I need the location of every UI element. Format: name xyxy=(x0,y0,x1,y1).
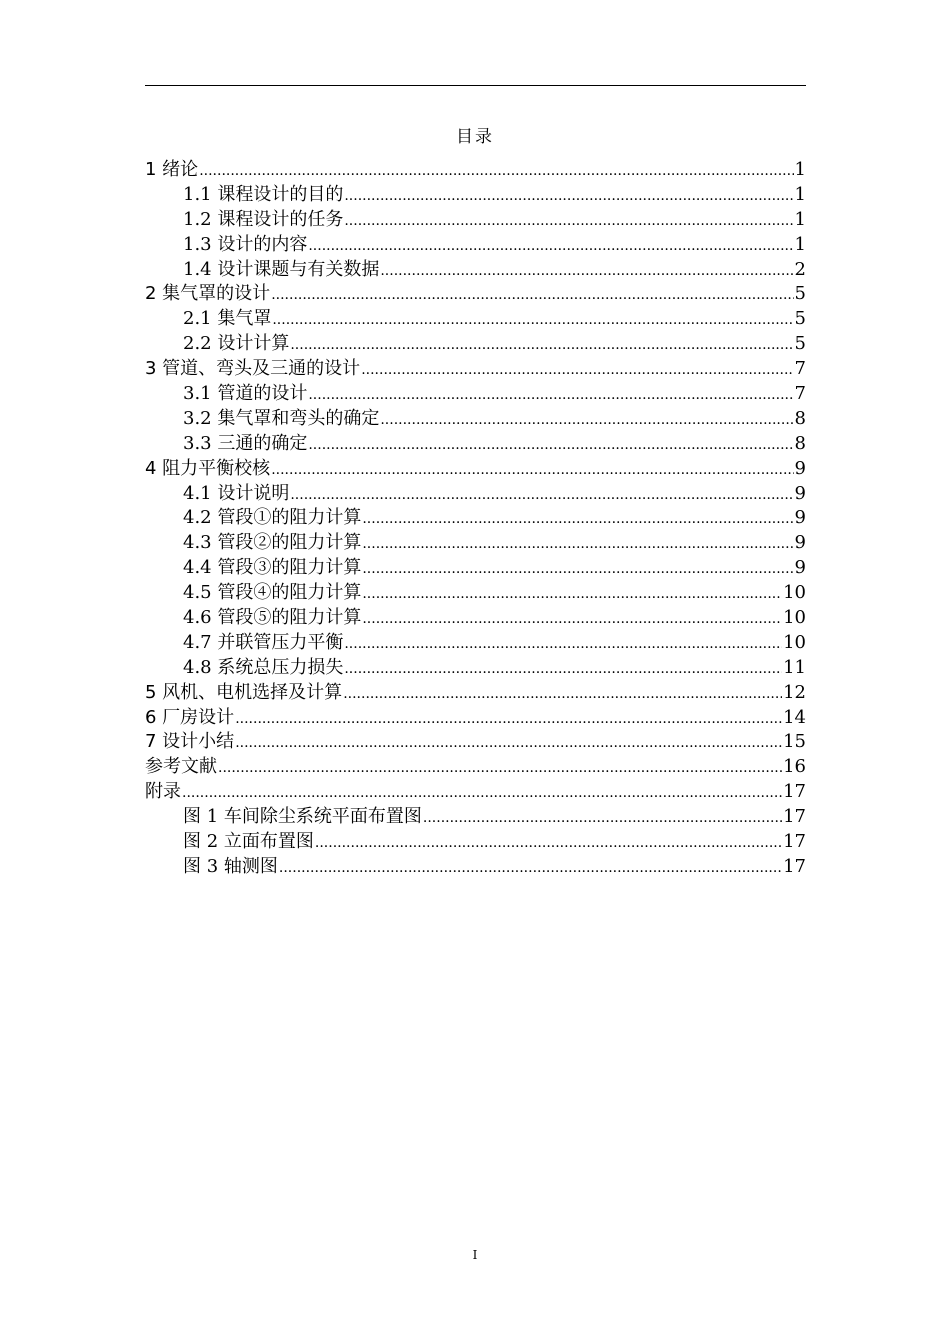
toc-dot-leader xyxy=(423,806,782,831)
toc-dot-leader xyxy=(344,209,793,234)
toc-entry-title: 3.1 管道的设计 xyxy=(183,383,308,405)
toc-entry[interactable] xyxy=(145,407,806,432)
toc-dot-leader xyxy=(279,856,782,881)
toc-entry-page: 11 xyxy=(783,656,806,678)
toc-dot-leader xyxy=(272,308,793,333)
toc-entry-page: 1 xyxy=(794,208,806,230)
toc-entry-title: 4.1 设计说明 xyxy=(183,482,290,504)
toc-entry-title: 4.2 管段①的阻力计算 xyxy=(183,507,362,529)
toc-entry[interactable] xyxy=(145,681,806,706)
toc-entry-page: 16 xyxy=(783,756,806,778)
toc-entry[interactable] xyxy=(145,357,806,382)
toc-entry-title: 4 阻力平衡校核 xyxy=(145,457,271,479)
toc-entry[interactable] xyxy=(145,282,806,307)
toc-entry-title: 2.2 设计计算 xyxy=(183,333,290,355)
toc-entry-title: 3 管道、弯头及三通的设计 xyxy=(145,358,361,380)
toc-entry[interactable] xyxy=(145,432,806,457)
toc-entry-page: 17 xyxy=(783,806,806,828)
toc-entry-page: 1 xyxy=(794,183,806,205)
toc-entry[interactable] xyxy=(145,706,806,731)
toc-entry[interactable] xyxy=(145,382,806,407)
toc-dot-leader xyxy=(218,756,782,781)
toc-dot-leader xyxy=(362,582,782,607)
toc-entry[interactable] xyxy=(145,656,806,681)
toc-dot-leader xyxy=(344,632,782,657)
toc-entry-page: 12 xyxy=(783,681,806,703)
header-rule xyxy=(145,85,806,86)
toc-entry-title: 4.4 管段③的阻力计算 xyxy=(183,557,362,579)
toc-entry-page: 17 xyxy=(783,781,806,803)
toc-entry[interactable] xyxy=(145,457,806,482)
toc-dot-leader xyxy=(199,159,793,184)
toc-entry-title: 4.5 管段④的阻力计算 xyxy=(183,582,362,604)
toc-entry-page: 10 xyxy=(783,582,806,604)
toc-entry[interactable] xyxy=(145,258,806,283)
toc-dot-leader xyxy=(362,532,793,557)
toc-dot-leader xyxy=(308,234,793,259)
toc-entry-page: 9 xyxy=(794,507,806,529)
toc-dot-leader xyxy=(315,831,782,856)
toc-dot-leader xyxy=(271,283,793,308)
toc-entry[interactable] xyxy=(145,730,806,755)
toc-entry-title: 4.7 并联管压力平衡 xyxy=(183,631,344,653)
toc-entry[interactable] xyxy=(145,482,806,507)
toc-entry-page: 9 xyxy=(794,532,806,554)
toc-entry-page: 7 xyxy=(794,383,806,405)
toc-dot-leader xyxy=(362,507,793,532)
toc-entry[interactable] xyxy=(145,755,806,780)
toc-entry-page: 9 xyxy=(794,557,806,579)
toc-entry-title: 1 绪论 xyxy=(145,159,199,180)
toc-entry[interactable] xyxy=(145,506,806,531)
toc-dot-leader xyxy=(362,557,793,582)
toc-entry[interactable] xyxy=(145,158,806,183)
toc-dot-leader xyxy=(380,259,793,284)
toc-entry-title: 4.3 管段②的阻力计算 xyxy=(183,532,362,554)
toc-entry-title: 3.2 集气罩和弯头的确定 xyxy=(183,407,380,429)
toc-entry-page: 1 xyxy=(794,159,806,180)
toc-entry-title: 附录 xyxy=(145,781,181,803)
toc-entry[interactable] xyxy=(145,531,806,556)
toc-entry-page: 7 xyxy=(794,358,806,380)
toc-dot-leader xyxy=(182,781,782,806)
toc-entry-title: 1.2 课程设计的任务 xyxy=(183,208,344,230)
toc-entry-title: 7 设计小结 xyxy=(145,731,235,753)
toc-dot-leader xyxy=(308,433,793,458)
toc-entry[interactable] xyxy=(145,631,806,656)
toc-entry[interactable] xyxy=(145,233,806,258)
toc-dot-leader xyxy=(344,657,782,682)
toc-entry-page: 8 xyxy=(794,432,806,454)
toc-entry-title: 1.3 设计的内容 xyxy=(183,233,308,255)
table-of-contents xyxy=(145,158,806,880)
toc-entry-page: 5 xyxy=(794,308,806,330)
toc-entry-page: 17 xyxy=(783,855,806,877)
toc-entry-title: 3.3 三通的确定 xyxy=(183,432,308,454)
toc-entry[interactable] xyxy=(145,780,806,805)
toc-entry-page: 14 xyxy=(783,706,806,728)
toc-entry-page: 10 xyxy=(783,607,806,629)
toc-entry[interactable] xyxy=(145,581,806,606)
toc-entry-page: 1 xyxy=(794,233,806,255)
toc-dot-leader xyxy=(362,607,782,632)
toc-entry[interactable] xyxy=(145,208,806,233)
toc-entry-page: 5 xyxy=(794,333,806,355)
toc-entry-title: 5 风机、电机选择及计算 xyxy=(145,681,343,703)
toc-entry-title: 图 2 立面布置图 xyxy=(183,831,314,853)
toc-entry[interactable] xyxy=(145,307,806,332)
toc-entry-page: 2 xyxy=(794,258,806,280)
toc-dot-leader xyxy=(235,731,782,756)
toc-entry-page: 8 xyxy=(794,407,806,429)
toc-dot-leader xyxy=(235,707,782,732)
toc-entry-page: 5 xyxy=(794,283,806,305)
toc-entry[interactable] xyxy=(145,332,806,357)
toc-entry[interactable] xyxy=(145,606,806,631)
toc-entry-title: 参考文献 xyxy=(145,756,217,778)
toc-entry-page: 9 xyxy=(794,482,806,504)
toc-dot-leader xyxy=(308,383,793,408)
toc-title: 目录 xyxy=(456,127,494,147)
toc-dot-leader xyxy=(271,458,793,483)
toc-dot-leader xyxy=(344,184,793,209)
toc-entry-title: 4.8 系统总压力损失 xyxy=(183,656,344,678)
toc-entry-title: 2 集气罩的设计 xyxy=(145,283,271,305)
toc-dot-leader xyxy=(343,682,782,707)
toc-dot-leader xyxy=(290,483,793,508)
toc-entry-title: 4.6 管段⑤的阻力计算 xyxy=(183,607,362,629)
toc-dot-leader xyxy=(361,358,793,383)
toc-entry[interactable] xyxy=(145,556,806,581)
toc-entry-title: 图 3 轴测图 xyxy=(183,855,278,877)
toc-entry-page: 15 xyxy=(783,731,806,753)
toc-entry-title: 6 厂房设计 xyxy=(145,706,235,728)
toc-entry[interactable] xyxy=(145,805,806,830)
toc-entry-page: 9 xyxy=(794,457,806,479)
toc-entry-title: 2.1 集气罩 xyxy=(183,308,272,330)
toc-entry-title: 1.1 课程设计的目的 xyxy=(183,183,344,205)
toc-entry-page: 17 xyxy=(783,831,806,853)
toc-entry-title: 1.4 设计课题与有关数据 xyxy=(183,258,380,280)
toc-entry-page: 10 xyxy=(783,631,806,653)
toc-entry-title: 图 1 车间除尘系统平面布置图 xyxy=(183,806,422,828)
toc-entry[interactable] xyxy=(145,183,806,208)
toc-dot-leader xyxy=(290,333,793,358)
toc-dot-leader xyxy=(380,408,793,433)
toc-entry[interactable] xyxy=(145,855,806,880)
toc-entry[interactable] xyxy=(145,830,806,855)
page-number: I xyxy=(472,1248,478,1262)
